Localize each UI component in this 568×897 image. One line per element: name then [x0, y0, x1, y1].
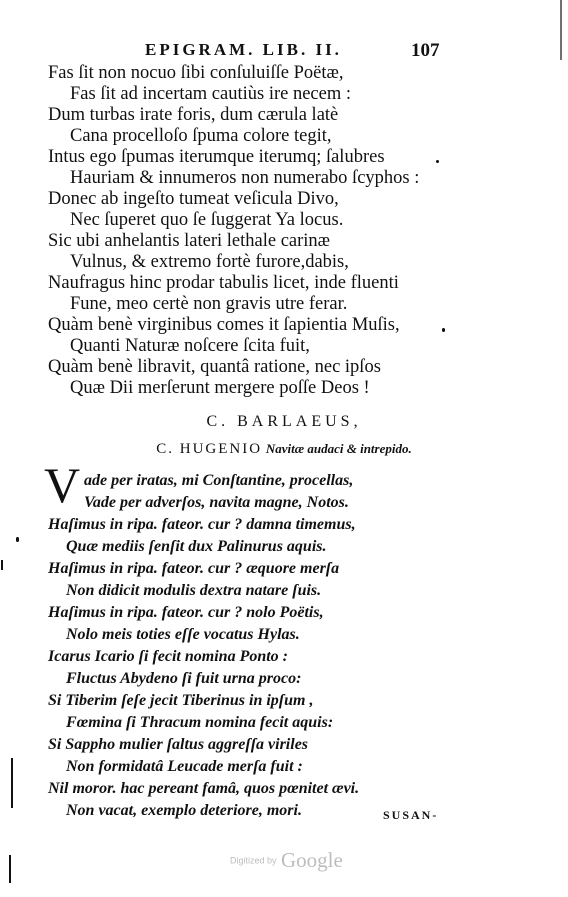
verse-line: Fœmina ſi Thracum nomina fecit aquis: — [66, 714, 334, 731]
verse-line: Si Tiberim ſeſe jecit Tiberinus in ipſum , — [48, 692, 314, 709]
running-title: EPIGRAM. LIB. II. — [145, 40, 342, 59]
verse-line: Quæ mediis ſenſit dux Palinurus aquis. — [66, 538, 327, 555]
page-edge-mark — [560, 0, 562, 60]
verse-line: Quàm benè virginibus comes it ſapientia Muſis, — [48, 315, 400, 335]
verse-line: Icarus Icario ſi fecit nomina Ponto : — [48, 648, 289, 665]
page-header — [0, 38, 568, 64]
page-edge-mark — [11, 758, 13, 808]
watermark-brand: Google — [280, 848, 343, 872]
dedication-description: Navitæ audaci & intrepido. — [265, 441, 412, 456]
verse-line: Quæ Dii merſerunt mergere poſſe Deos ! — [70, 378, 370, 398]
verse-line: ade per iratas, mi Conſtantine, procellas, — [84, 472, 354, 489]
verse-line: Haſimus in ripa. fateor. cur ? æquore merſa — [48, 560, 340, 577]
dedicatee-name: C. HUGENIO — [156, 441, 263, 457]
catchword: SUSAN- — [383, 808, 439, 822]
verse-line: Naufragus hinc prodar tabulis licet, inde fluenti — [48, 273, 399, 293]
verse-line: Dum turbas irate foris, dum cærula latè — [48, 105, 339, 125]
drop-cap: V — [44, 457, 81, 513]
verse-line: Quàm benè libravit, quantâ ratione, nec ipſos — [48, 357, 381, 377]
verse-line: Sic ubi anhelantis lateri lethale carinæ — [48, 231, 331, 251]
dedication — [0, 441, 568, 458]
scan-speck — [16, 537, 19, 542]
verse-line: Quanti Naturæ noſcere ſcita fuit, — [70, 336, 310, 356]
verse-line: Fas ſit non nocuo ſibi conſuluiſſe Poëtæ, — [48, 63, 344, 83]
scan-speck — [436, 160, 439, 163]
scan-speck — [1, 560, 3, 570]
verse-line: Fune, meo certè non gravis utre ferar. — [70, 294, 348, 314]
watermark-prefix: Digitized by — [230, 855, 277, 866]
verse-line: Fluctus Abydeno ſi fuit urna proco: — [66, 670, 302, 687]
verse-line: Nec ſuperet quo ſe ſuggerat Ya locus. — [70, 210, 344, 230]
verse-line: Donec ab ingeſto tumeat veſicula Divo, — [48, 189, 339, 209]
verse-line: Haſimus in ripa. fateor. cur ? nolo Poëtis, — [48, 604, 324, 621]
verse-line: Intus ego ſpumas iterumque iterumq; ſalubres — [48, 147, 385, 167]
verse-line: Nil moror. hac pereant famâ, quos pœnitet ævi. — [48, 780, 360, 797]
page-number: 107 — [411, 40, 440, 61]
scan-speck — [442, 328, 445, 332]
verse-line: Hauriam & innumeros non numerabo ſcyphos : — [70, 168, 420, 188]
verse-line: Non didicit modulis dextra natare ſuis. — [66, 582, 322, 599]
digitization-watermark — [230, 848, 343, 873]
verse-line: Nolo meis toties eſſe vocatus Hylas. — [66, 626, 300, 643]
verse-line: Vulnus, & extremo fortè furore,dabis, — [70, 252, 349, 272]
verse-line: Non vacat, exemplo deteriore, mori. — [66, 802, 302, 819]
page-edge-mark — [9, 855, 11, 883]
verse-line: Fas ſit ad incertam cautiùs ire necem : — [70, 84, 351, 104]
verse-line: Vade per adverſos, navita magne, Notos. — [84, 494, 349, 511]
verse-line: Haſimus in ripa. fateor. cur ? damna timemus, — [48, 516, 356, 533]
verse-line: Cana procelloſo ſpuma colore tegit, — [70, 126, 332, 146]
section-heading: C. BARLAEUS, — [206, 413, 362, 430]
verse-line: Non formidatâ Leucade merſa fuit : — [66, 758, 303, 775]
verse-line: Si Sappho mulier ſaltus aggreſſa viriles — [48, 736, 309, 753]
